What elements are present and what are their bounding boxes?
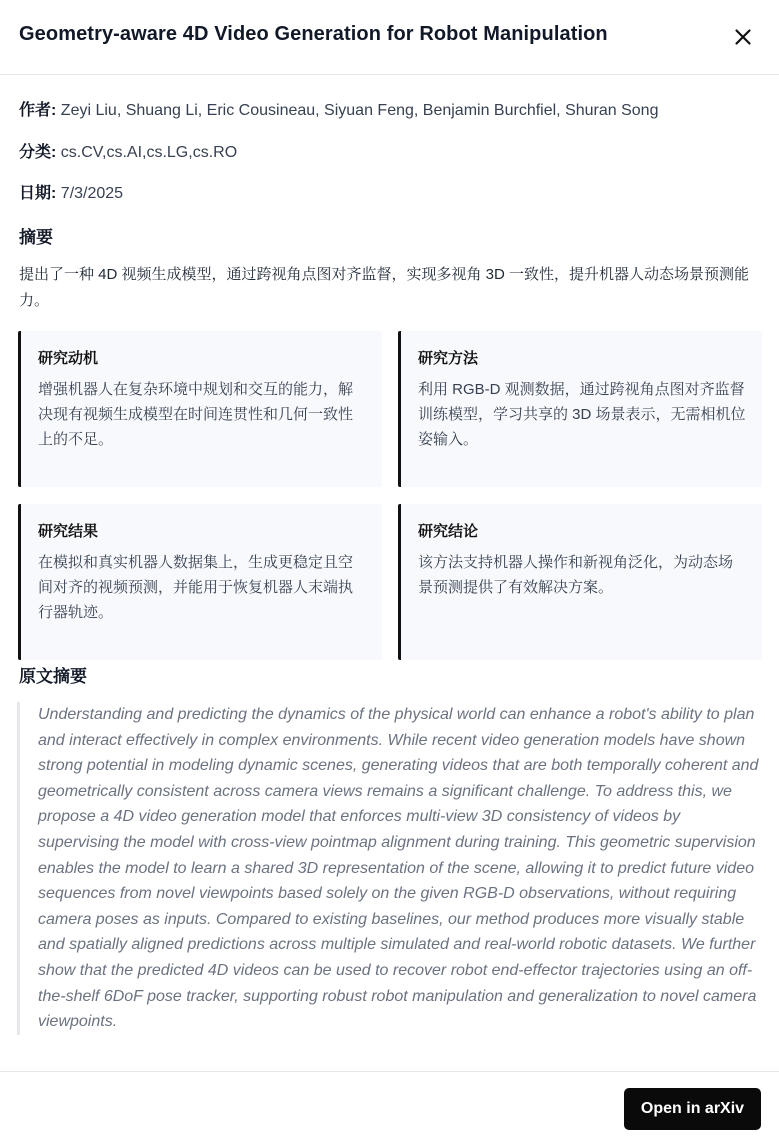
dialog-footer <box>0 1071 779 1147</box>
conclusion-card <box>398 504 762 660</box>
summary-text: 提出了一种 4D 视频生成模型，通过跨视角点图对齐监督，实现多视角 3D 一致性，提升机器人动态场景预测能力。 <box>19 266 750 309</box>
motivation-card <box>18 331 382 487</box>
card-title: 研究动机 <box>38 350 99 367</box>
card-body: 该方法支持机器人操作和新视角泛化，为动态场景预测提供了有效解决方案。 <box>418 554 734 596</box>
dialog-header <box>0 0 779 75</box>
category-label: 分类: <box>19 144 57 161</box>
card-title: 研究方法 <box>418 350 479 367</box>
original-abstract-heading: 原文摘要 <box>19 667 87 686</box>
category-value: cs.CV,cs.AI,cs.LG,cs.RO <box>60 144 238 161</box>
date-label: 日期: <box>19 185 57 202</box>
date-row <box>19 180 123 203</box>
summary-heading: 摘要 <box>19 228 53 247</box>
card-title: 研究结论 <box>418 523 479 540</box>
paper-title: Geometry-aware 4D Video Generation for Robot Manipulation <box>19 23 608 45</box>
original-abstract-block <box>17 702 762 1035</box>
close-button[interactable] <box>729 23 757 51</box>
card-body: 增强机器人在复杂环境中规划和交互的能力，解决现有视频生成模型在时间连贯性和几何一致性上的不足。 <box>38 381 354 448</box>
category-row <box>19 139 237 162</box>
date-value: 7/3/2025 <box>60 185 124 202</box>
method-card <box>398 331 762 487</box>
results-card <box>18 504 382 660</box>
authors-row <box>19 97 658 120</box>
card-body: 利用 RGB-D 观测数据，通过跨视角点图对齐监督训练模型，学习共享的 3D 场景表示，无需相机位姿输入。 <box>418 381 746 448</box>
original-abstract-text: Understanding and predicting the dynamics of the physical world can enhance a robot's ability to plan and interact effectively in complex environments. While recent video generation models have shown strong potential in modeling dynamic scenes, generating videos that are both temporally coherent and geometrically consistent across camera views remains a significant challenge. To address this, we propose a 4D video generation model that enforces multi-view 3D consistency of videos by supervising the model with cross-view pointmap alignment during training. This geometric supervision enables the model to learn a shared 3D representation of the scene, allowing it to predict future video sequences from novel viewpoints based solely on the given RGB-D observations, without requiring camera poses as inputs. Compared to existing baselines, our method produces more visually stable and spatially aligned predictions across multiple simulated and real-world robotic datasets. We further show that the predicted 4D videos can be used to recover robot end-effector trajectories using an off-the-shelf 6DoF pose tracker, supporting robust robot manipulation and generalization to novel camera viewpoints. <box>38 706 759 1031</box>
close-icon <box>729 23 757 51</box>
authors-label: 作者: <box>19 102 57 119</box>
card-title: 研究结果 <box>38 523 99 540</box>
authors-value: Zeyi Liu, Shuang Li, Eric Cousineau, Siyuan Feng, Benjamin Burchfiel, Shuran Song <box>60 102 659 119</box>
open-in-arxiv-button[interactable]: Open in arXiv <box>624 1088 761 1130</box>
card-body: 在模拟和真实机器人数据集上，生成更稳定且空间对齐的视频预测，并能用于恢复机器人末端执行器轨迹。 <box>38 554 354 621</box>
